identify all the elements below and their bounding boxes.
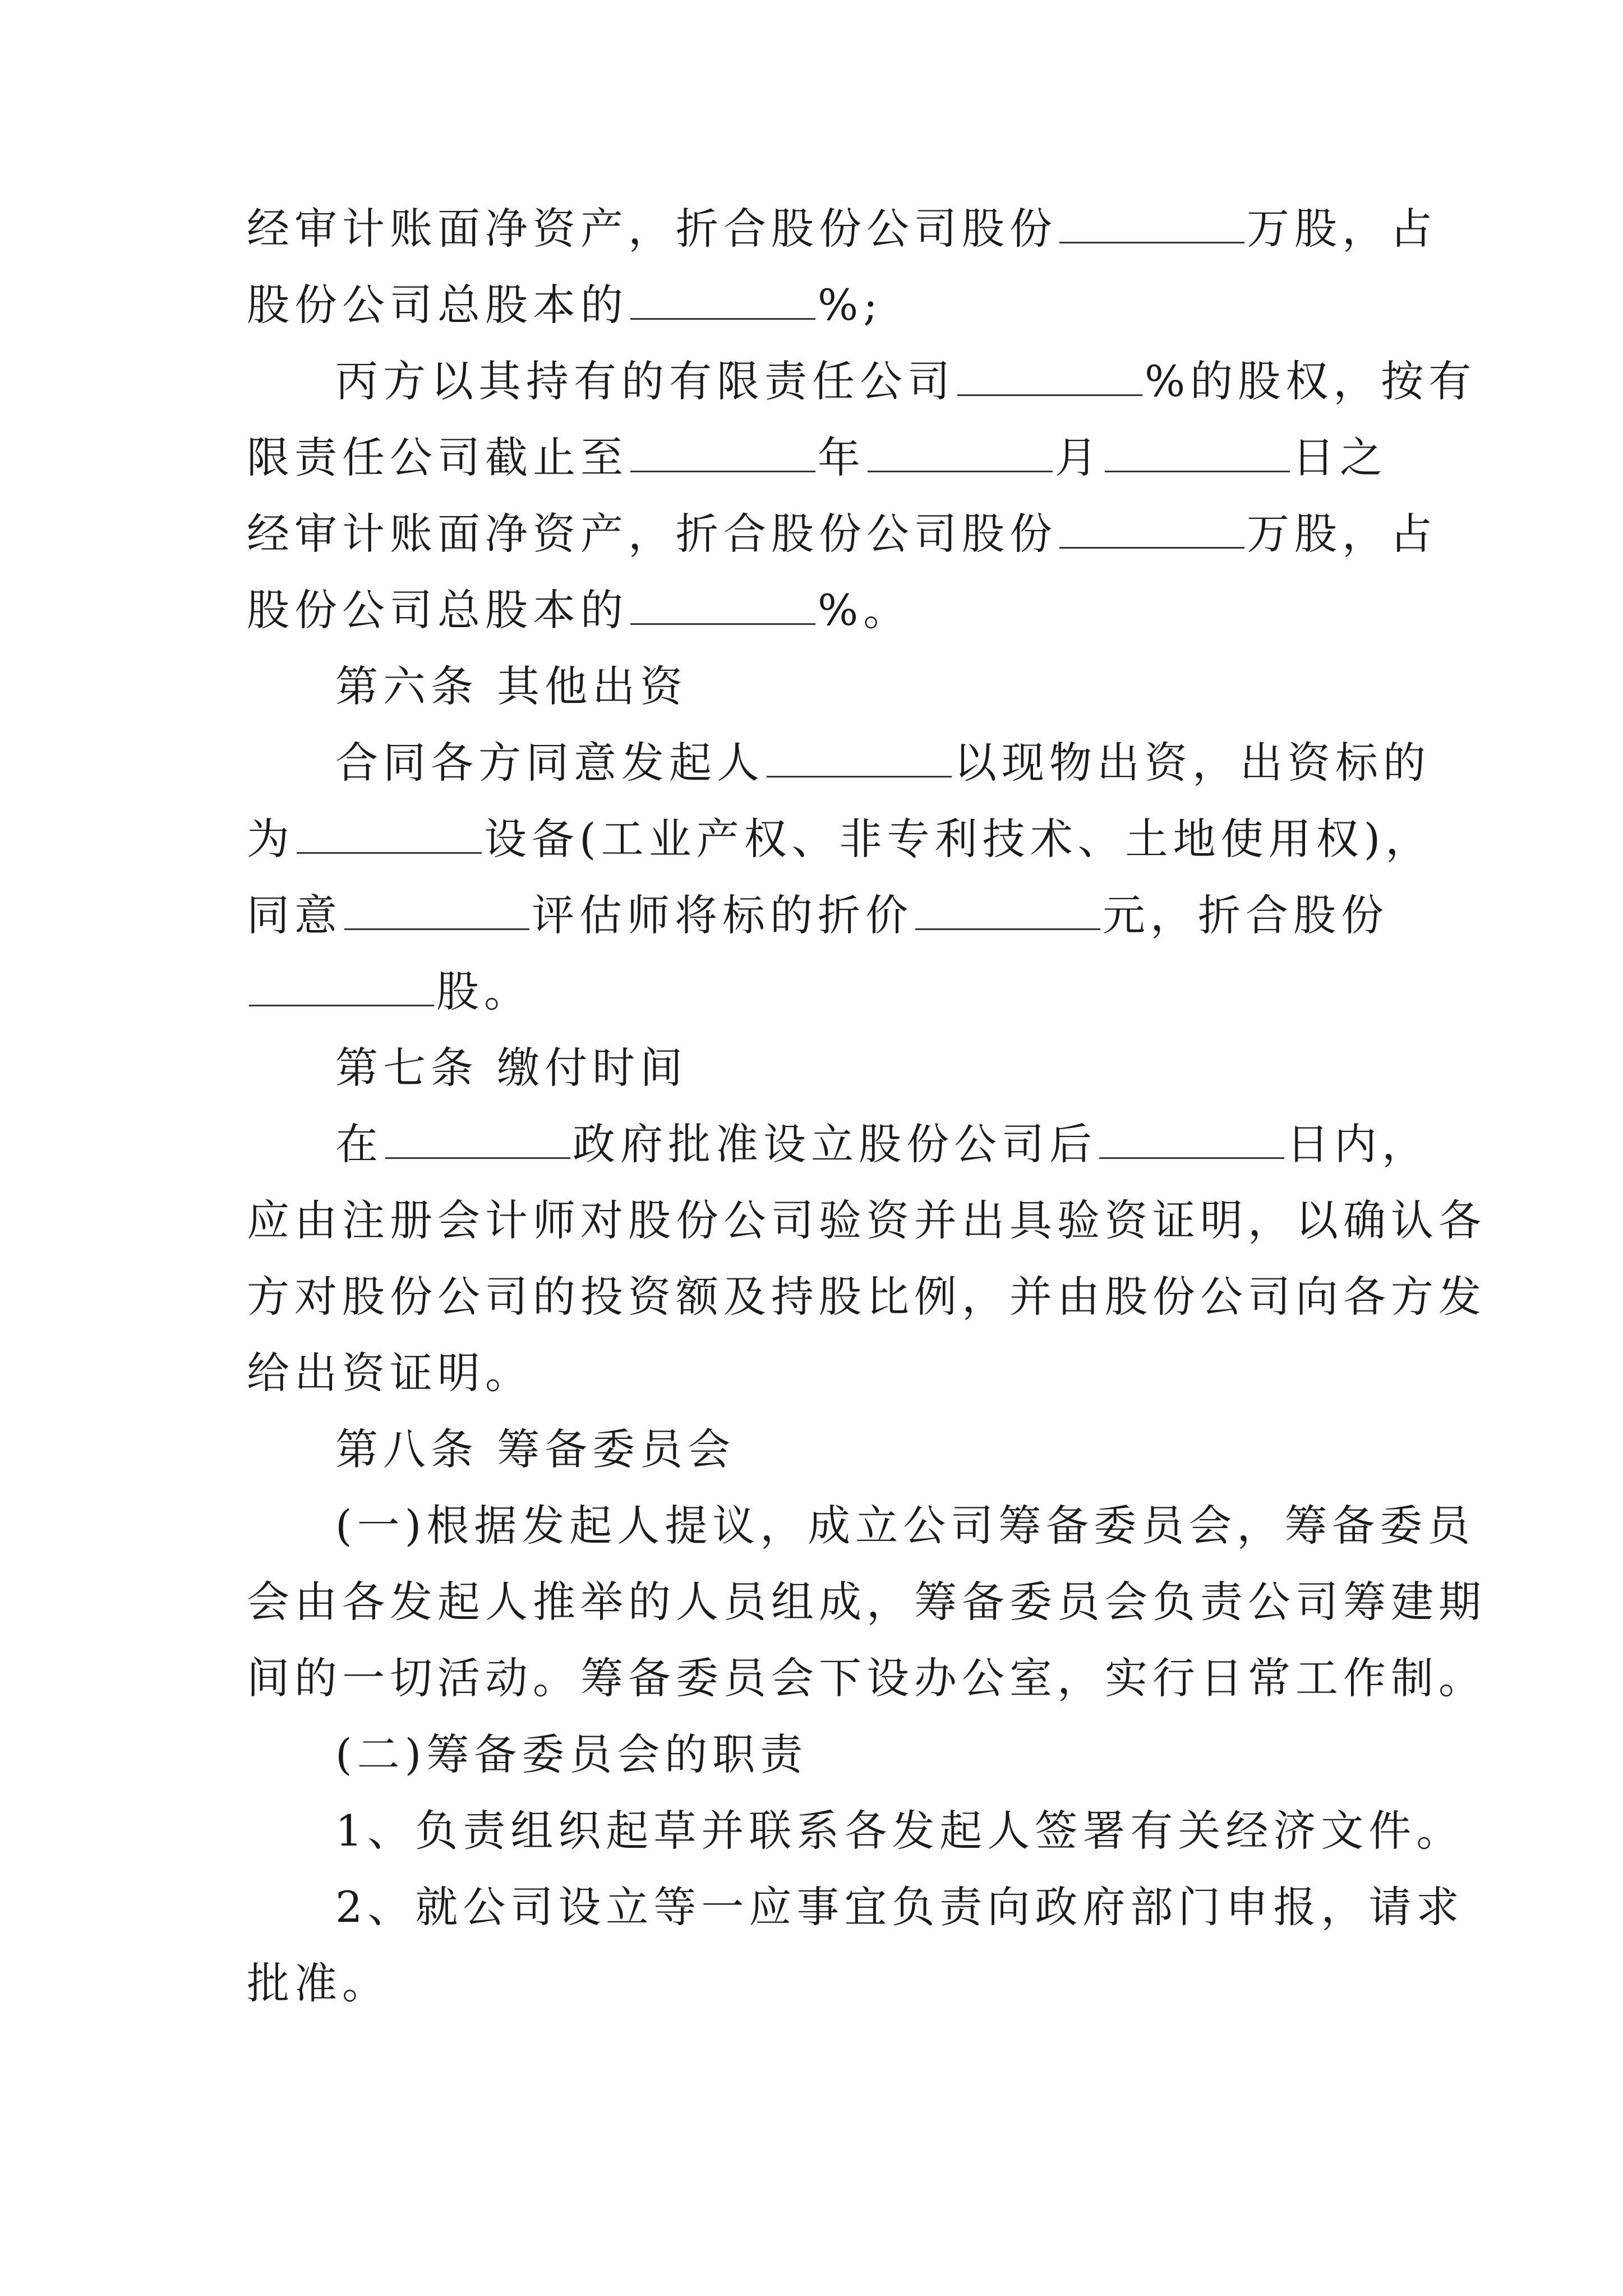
fill-in-blank	[1099, 1124, 1284, 1159]
text-line	[247, 1488, 1476, 1564]
text-line	[247, 420, 1387, 496]
text-segment: %。	[818, 585, 911, 635]
text-line	[247, 343, 1477, 420]
text-line	[247, 725, 1431, 801]
text-segment: 设备(工业产权、非专利技术、土地使用权)，	[484, 814, 1433, 864]
text-segment: 股份公司总股本的	[247, 280, 628, 330]
text-segment: 第七条 缴付时间	[335, 1043, 688, 1093]
text-line	[247, 267, 1380, 343]
fill-in-blank	[1059, 513, 1244, 549]
text-segment: 第八条 筹备委员会	[335, 1424, 736, 1474]
text-segment: 在	[335, 1119, 383, 1169]
fill-in-blank	[957, 361, 1142, 396]
fill-in-blank	[344, 895, 529, 930]
text-segment: 2、就公司设立等一应事宜负责向政府部门申报，请求	[335, 1882, 1464, 1932]
text-segment: 给出资证明。	[247, 1348, 533, 1398]
text-segment: 日内，	[1287, 1119, 1430, 1169]
text-segment: %;	[818, 280, 883, 330]
fill-in-blank	[630, 437, 815, 472]
text-segment: 为	[247, 814, 294, 864]
text-segment: %的股权，按有	[1145, 356, 1477, 406]
text-segment: 经审计账面净资产，折合股份公司股份	[247, 204, 1057, 254]
text-segment: 以现物出资，出资标的	[954, 738, 1431, 788]
text-segment: 月	[1055, 432, 1103, 482]
text-segment: 万股，占	[1247, 509, 1437, 559]
text-line	[247, 801, 1433, 877]
text-segment: 日之	[1292, 432, 1387, 482]
document-page	[247, 191, 1486, 2022]
fill-in-blank	[249, 971, 434, 1006]
text-segment: 丙方以其持有的有限责任公司	[335, 356, 955, 406]
text-line	[247, 1869, 1464, 1945]
text-line	[247, 877, 1389, 954]
text-segment: 评估师将标的折价	[532, 890, 913, 940]
fill-in-blank	[385, 1124, 570, 1159]
text-segment: 万股，占	[1247, 204, 1437, 254]
text-segment: 间的一切活动。筹备委员会下设办公室，实行日常工作制。	[247, 1653, 1486, 1703]
text-line	[247, 1259, 1486, 1335]
fill-in-blank	[915, 895, 1100, 930]
fill-in-blank	[1105, 437, 1290, 472]
text-line	[247, 954, 1380, 1030]
fill-in-blank	[1059, 208, 1244, 243]
text-segment: 应由注册会计师对股份公司验资并出具验资证明，以确认各	[247, 1195, 1486, 1245]
section-heading	[247, 1030, 1380, 1106]
text-segment: 第六条 其他出资	[335, 661, 688, 711]
fill-in-blank	[630, 590, 815, 625]
text-segment: 股。	[436, 967, 532, 1016]
text-segment: 限责任公司截止至	[247, 432, 628, 482]
text-segment: (一)根据发起人提议，成立公司筹备委员会，筹备委员	[335, 1501, 1476, 1550]
text-segment: 批准。	[247, 1958, 390, 2008]
fill-in-blank	[630, 284, 815, 320]
fill-in-blank	[868, 437, 1053, 472]
fill-in-blank	[297, 818, 482, 854]
text-segment: 经审计账面净资产，折合股份公司股份	[247, 509, 1057, 559]
text-segment: 会由各发起人推举的人员组成，筹备委员会负责公司筹建期	[247, 1577, 1486, 1627]
text-line	[247, 1793, 1464, 1869]
text-segment: 股份公司总股本的	[247, 585, 628, 635]
text-line	[247, 1717, 1380, 1793]
text-line	[247, 1640, 1486, 1717]
text-segment: 合同各方同意发起人	[335, 738, 764, 788]
fill-in-blank	[767, 742, 952, 777]
section-heading	[247, 1411, 1380, 1488]
text-line	[247, 572, 1380, 648]
section-heading	[247, 648, 1380, 725]
text-segment: 1、负责组织起草并联系各发起人签署有关经济文件。	[335, 1806, 1464, 1856]
text-segment: 政府批准设立股份公司后	[573, 1119, 1097, 1169]
text-line	[247, 191, 1437, 267]
text-line	[247, 1335, 1380, 1411]
text-line	[247, 1106, 1430, 1182]
text-segment: 年	[818, 432, 865, 482]
text-line	[247, 1182, 1486, 1259]
text-segment: (二)筹备委员会的职责	[335, 1729, 808, 1779]
text-segment: 方对股份公司的投资额及持股比例，并由股份公司向各方发	[247, 1272, 1486, 1322]
text-segment: 元，折合股份	[1103, 890, 1389, 940]
text-line	[247, 496, 1437, 572]
text-segment: 同意	[247, 890, 342, 940]
text-line	[247, 1945, 1380, 2022]
text-line	[247, 1564, 1486, 1640]
